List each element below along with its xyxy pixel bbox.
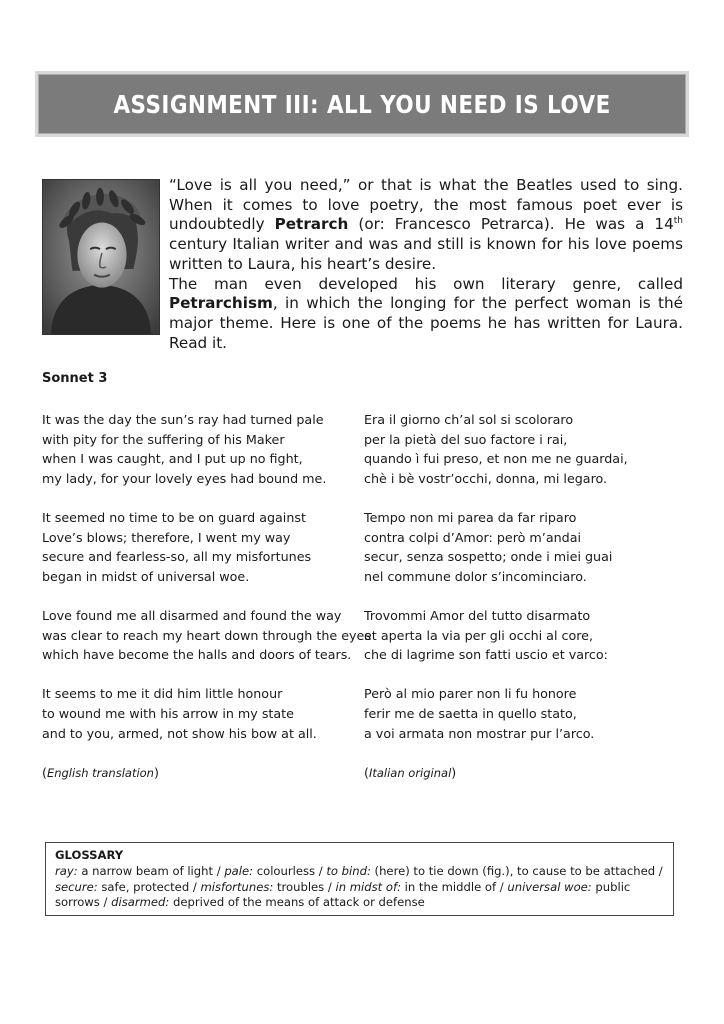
italian-stanza xyxy=(364,684,684,743)
glossary-term: in midst of: xyxy=(335,879,401,894)
english-stanza xyxy=(42,508,360,586)
english-line: It seems to me it did him little honour xyxy=(42,686,283,702)
glossary-term: ray: xyxy=(55,863,78,878)
glossary-definition: deprived of the means of attack or defense xyxy=(169,895,425,910)
english-stanza xyxy=(42,606,371,665)
glossary-term: secure: xyxy=(55,879,98,894)
italian-column xyxy=(364,410,684,783)
english-line: It seemed no time to be on guard against xyxy=(42,509,306,525)
italian-stanza xyxy=(364,410,684,488)
english-line: which have become the halls and doors of tears. xyxy=(42,647,352,663)
italian-line: Però al mio parer non li fu honore xyxy=(364,686,577,702)
italian-line: che di lagrime son fatti uscio et varco: xyxy=(364,647,608,663)
english-line: It was the day the sun’s ray had turned pale xyxy=(42,412,324,427)
italian-line: chè i bè vostr’occhi, donna, mi legaro. xyxy=(364,470,608,486)
italian-line: Era il giorno ch’al sol si scoloraro xyxy=(364,412,574,427)
english-source-note: (English translation) xyxy=(42,764,159,780)
glossary-heading: GLOSSARY xyxy=(55,848,124,862)
title-banner xyxy=(38,74,686,134)
glossary-definition: a narrow beam of light / xyxy=(77,863,225,878)
english-line: when I was caught, and I put up no fight, xyxy=(42,451,303,467)
english-line: with pity for the suffering of his Maker xyxy=(42,431,285,447)
english-line: Love found me all disarmed and found the way xyxy=(42,607,342,623)
glossary-term: to bind: xyxy=(326,863,371,878)
petrarch-portrait-icon xyxy=(42,179,160,335)
sonnet-title: Sonnet 3 xyxy=(42,371,108,386)
italian-source-note: (Italian original) xyxy=(364,764,457,780)
english-stanza xyxy=(42,684,360,743)
glossary-definition: colourless / xyxy=(253,863,327,878)
italian-line: quando ì fui preso, et non me ne guardai, xyxy=(364,451,628,467)
italian-line: contra colpi d’Amor: però m’andai xyxy=(364,529,581,545)
italian-stanza xyxy=(364,508,684,586)
italian-line: Trovommi Amor del tutto disarmato xyxy=(364,607,591,623)
italian-stanza xyxy=(364,606,684,665)
petrarch-name: Petrarch xyxy=(274,215,349,234)
italian-line: per la pietà del suo factore i rai, xyxy=(364,431,568,447)
petrarchism-term: Petrarchism xyxy=(169,294,273,313)
glossary-entries xyxy=(55,864,663,910)
glossary-definition: (here) to tie down (fig.), to cause to be attached / xyxy=(370,863,663,878)
glossary-definition: public sorrows / xyxy=(55,879,631,910)
glossary-term: disarmed: xyxy=(111,895,170,910)
english-line: to wound me with his arrow in my state xyxy=(42,705,294,721)
english-line: Love’s blows; therefore, I went my way xyxy=(42,529,291,545)
italian-line: ferir me de saetta in quello stato, xyxy=(364,705,577,721)
italian-line: a voi armata non mostrar pur l’arco. xyxy=(364,725,595,741)
intro-paragraph-2: The man even developed his own literary genre, called Petrarchism, in which the longing for the perfect woman is thé major theme. Here is one of the poems he has written for Laura. Read it. xyxy=(169,274,683,352)
glossary-definition: in the middle of / xyxy=(400,879,508,894)
english-column xyxy=(42,410,371,783)
italian-line: secur, senza sospetto; onde i miei guai xyxy=(364,549,613,565)
glossary-term: pale: xyxy=(224,863,254,878)
english-line: began in midst of universal woe. xyxy=(42,568,250,584)
intro-text xyxy=(169,176,683,353)
italian-line: Tempo non mi parea da far riparo xyxy=(364,509,577,525)
italian-line: nel commune dolor s’incominciaro. xyxy=(364,568,587,584)
glossary-box xyxy=(45,842,674,916)
glossary-term: universal woe: xyxy=(507,879,592,894)
english-line: my lady, for your lovely eyes had bound me. xyxy=(42,470,327,486)
english-line: secure and fearless-so, all my misfortunes xyxy=(42,549,312,565)
intro-paragraph-1: “Love is all you need,” or that is what the Beatles used to sing. When it comes to love poetry, the most famous poet ever is undoubtedly Petrarch (or: Francesco Petrarca). He was a 14th century Italian writer and was and still is known for his love poems written to Laura, his heart’s desire. xyxy=(169,176,683,273)
italian-line: et aperta la via per gli occhi al core, xyxy=(364,627,594,643)
page-title: ASSIGNMENT III: ALL YOU NEED IS LOVE xyxy=(113,89,611,119)
glossary-definition: troubles / xyxy=(273,879,336,894)
english-line: was clear to reach my heart down through the eyes xyxy=(42,627,371,643)
glossary-definition: safe, protected / xyxy=(97,879,201,894)
english-stanza xyxy=(42,410,360,488)
glossary-term: misfortunes: xyxy=(200,879,274,894)
english-line: and to you, armed, not show his bow at all. xyxy=(42,725,317,741)
